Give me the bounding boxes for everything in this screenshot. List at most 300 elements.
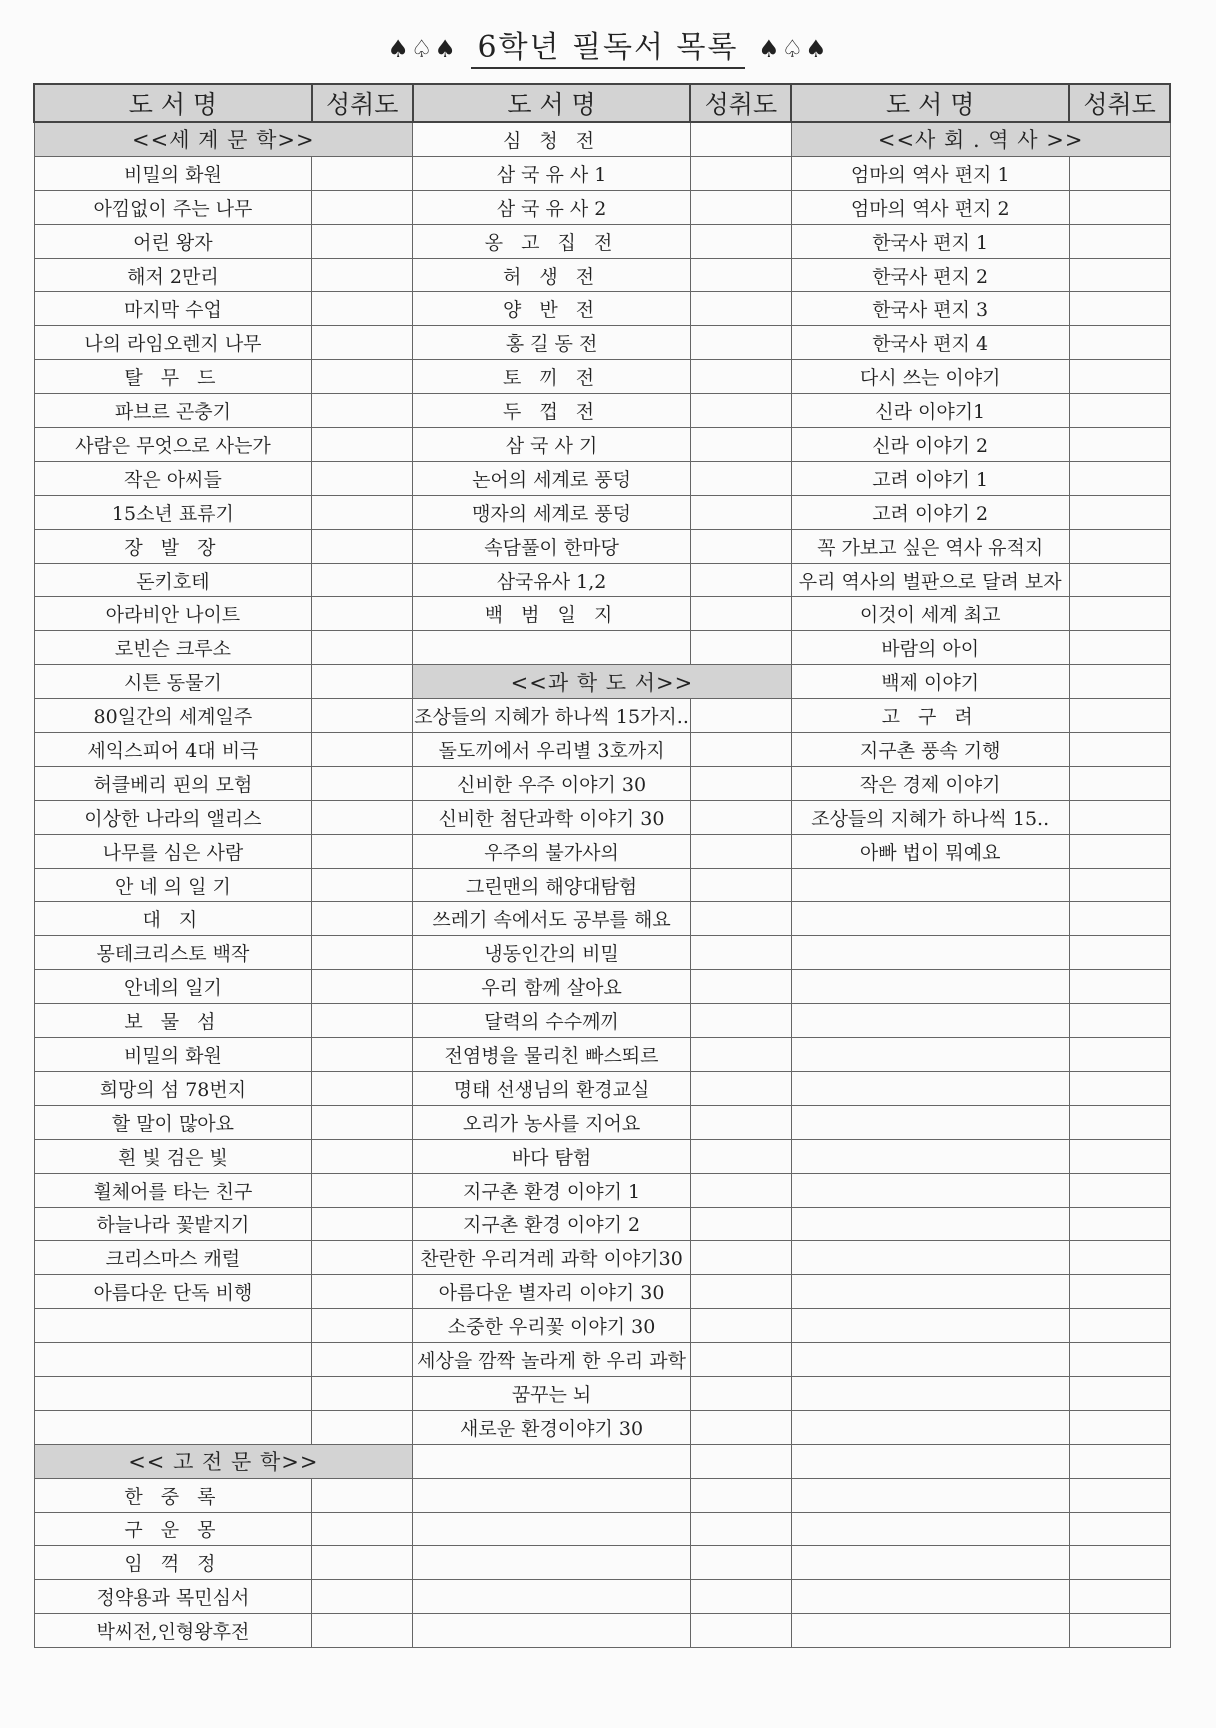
book-title: 아낌없이 주는 나무 xyxy=(34,190,312,224)
achievement-cell[interactable] xyxy=(1069,1139,1170,1173)
table-row xyxy=(34,224,1170,258)
book-title: 백제 이야기 xyxy=(791,665,1069,699)
book-title: 삼국유사 1,2 xyxy=(413,563,691,597)
header-achievement: 성취도 xyxy=(690,84,791,122)
achievement-cell[interactable] xyxy=(312,1343,413,1377)
achievement-cell[interactable] xyxy=(312,1546,413,1580)
achievement-cell[interactable] xyxy=(690,597,791,631)
achievement-cell[interactable] xyxy=(312,190,413,224)
book-title: 달력의 수수께끼 xyxy=(413,1004,691,1038)
achievement-cell[interactable] xyxy=(1069,597,1170,631)
achievement-cell[interactable] xyxy=(1069,461,1170,495)
table-row xyxy=(34,1038,1170,1072)
achievement-cell[interactable] xyxy=(690,970,791,1004)
achievement-cell[interactable] xyxy=(690,902,791,936)
book-title: 고려 이야기 1 xyxy=(791,461,1069,495)
achievement-cell[interactable] xyxy=(690,1207,791,1241)
header-achievement: 성취도 xyxy=(312,84,413,122)
achievement-cell[interactable] xyxy=(1069,766,1170,800)
achievement-cell[interactable] xyxy=(690,224,791,258)
book-title xyxy=(791,1309,1069,1343)
book-title: 백 범 일 지 xyxy=(413,597,691,631)
table-row xyxy=(34,699,1170,733)
book-title: 휠체어를 타는 친구 xyxy=(34,1173,312,1207)
book-title xyxy=(791,1614,1069,1648)
section-header: <<세 계 문 학>> xyxy=(34,122,413,156)
achievement-cell[interactable] xyxy=(312,461,413,495)
achievement-cell[interactable] xyxy=(1069,1444,1170,1478)
achievement-cell[interactable] xyxy=(312,1207,413,1241)
book-title: 80일간의 세계일주 xyxy=(34,699,312,733)
achievement-cell[interactable] xyxy=(312,936,413,970)
achievement-cell[interactable] xyxy=(312,428,413,462)
book-title: 지구촌 환경 이야기 2 xyxy=(413,1207,691,1241)
achievement-cell[interactable] xyxy=(1069,1309,1170,1343)
book-title: 나의 라임오렌지 나무 xyxy=(34,326,312,360)
achievement-cell[interactable] xyxy=(312,1105,413,1139)
achievement-cell[interactable] xyxy=(1069,1275,1170,1309)
page-title xyxy=(0,22,1216,66)
book-title: 한 중 록 xyxy=(34,1478,312,1512)
achievement-cell[interactable] xyxy=(312,1478,413,1512)
header-row xyxy=(34,84,1170,122)
achievement-cell[interactable] xyxy=(690,563,791,597)
book-title: 두 껍 전 xyxy=(413,394,691,428)
book-title xyxy=(791,1275,1069,1309)
achievement-cell[interactable] xyxy=(312,868,413,902)
table-row xyxy=(34,156,1170,190)
achievement-cell[interactable] xyxy=(312,326,413,360)
table-row xyxy=(34,292,1170,326)
book-title: 작은 아씨들 xyxy=(34,461,312,495)
achievement-cell[interactable] xyxy=(1069,902,1170,936)
achievement-cell[interactable] xyxy=(690,1444,791,1478)
table-row xyxy=(34,597,1170,631)
book-title xyxy=(791,1546,1069,1580)
table-row xyxy=(34,1410,1170,1444)
book-title: 로빈슨 크루소 xyxy=(34,631,312,665)
achievement-cell[interactable] xyxy=(1069,1173,1170,1207)
achievement-cell[interactable] xyxy=(312,970,413,1004)
table-row xyxy=(34,1580,1170,1614)
achievement-cell[interactable] xyxy=(690,428,791,462)
book-title: 이것이 세계 최고 xyxy=(791,597,1069,631)
achievement-cell[interactable] xyxy=(690,122,791,156)
book-title: 고 구 려 xyxy=(791,699,1069,733)
table-row xyxy=(34,190,1170,224)
book-title xyxy=(34,1376,312,1410)
book-title: 냉동인간의 비밀 xyxy=(413,936,691,970)
book-title xyxy=(791,1580,1069,1614)
table-row xyxy=(34,665,1170,699)
book-title: 쓰레기 속에서도 공부를 해요 xyxy=(413,902,691,936)
table-row xyxy=(34,868,1170,902)
table-row xyxy=(34,766,1170,800)
book-title xyxy=(791,1173,1069,1207)
achievement-cell[interactable] xyxy=(1069,326,1170,360)
book-title: 한국사 편지 1 xyxy=(791,224,1069,258)
book-title: 작은 경제 이야기 xyxy=(791,766,1069,800)
achievement-cell[interactable] xyxy=(312,1071,413,1105)
book-title xyxy=(413,1512,691,1546)
book-title: 할 말이 많아요 xyxy=(34,1105,312,1139)
achievement-cell[interactable] xyxy=(690,394,791,428)
book-title xyxy=(791,1478,1069,1512)
book-title xyxy=(791,868,1069,902)
table-row xyxy=(34,529,1170,563)
book-title: 안네의 일기 xyxy=(34,970,312,1004)
achievement-cell[interactable] xyxy=(312,394,413,428)
achievement-cell[interactable] xyxy=(1069,1410,1170,1444)
book-title xyxy=(34,1410,312,1444)
achievement-cell[interactable] xyxy=(312,1580,413,1614)
achievement-cell[interactable] xyxy=(1069,970,1170,1004)
book-title: 파브르 곤충기 xyxy=(34,394,312,428)
achievement-cell[interactable] xyxy=(690,1376,791,1410)
book-title: 15소년 표류기 xyxy=(34,495,312,529)
table-row xyxy=(34,1071,1170,1105)
table-row xyxy=(34,1376,1170,1410)
achievement-cell[interactable] xyxy=(312,292,413,326)
achievement-cell[interactable] xyxy=(312,733,413,767)
achievement-cell[interactable] xyxy=(1069,495,1170,529)
achievement-cell[interactable] xyxy=(1069,1478,1170,1512)
book-title: 시튼 동물기 xyxy=(34,665,312,699)
book-title: 오리가 농사를 지어요 xyxy=(413,1105,691,1139)
book-title: 대 지 xyxy=(34,902,312,936)
achievement-cell[interactable] xyxy=(1069,1546,1170,1580)
achievement-cell[interactable] xyxy=(1069,868,1170,902)
achievement-cell[interactable] xyxy=(312,1309,413,1343)
book-title: 바다 탐험 xyxy=(413,1139,691,1173)
achievement-cell[interactable] xyxy=(690,1478,791,1512)
book-title xyxy=(791,1004,1069,1038)
book-title: 임 꺽 정 xyxy=(34,1546,312,1580)
table-row xyxy=(34,563,1170,597)
book-title: 양 반 전 xyxy=(413,292,691,326)
book-title xyxy=(413,1614,691,1648)
book-title xyxy=(791,1071,1069,1105)
book-title: 신비한 우주 이야기 30 xyxy=(413,766,691,800)
achievement-cell[interactable] xyxy=(1069,1580,1170,1614)
book-title: 보 물 섬 xyxy=(34,1004,312,1038)
header-book-name: 도 서 명 xyxy=(413,84,691,122)
book-title: 우리 역사의 벌판으로 달려 보자 xyxy=(791,563,1069,597)
achievement-cell[interactable] xyxy=(690,936,791,970)
table-row xyxy=(34,902,1170,936)
book-title: 삼 국 사 기 xyxy=(413,428,691,462)
spade-icons-left: ♠♤♠ xyxy=(387,35,458,63)
achievement-cell[interactable] xyxy=(1069,1105,1170,1139)
table-row xyxy=(34,970,1170,1004)
book-title: 속담풀이 한마당 xyxy=(413,529,691,563)
achievement-cell[interactable] xyxy=(312,699,413,733)
book-title xyxy=(791,1207,1069,1241)
achievement-cell[interactable] xyxy=(690,1410,791,1444)
achievement-cell[interactable] xyxy=(312,1376,413,1410)
header-book-name: 도 서 명 xyxy=(34,84,312,122)
achievement-cell[interactable] xyxy=(312,665,413,699)
book-title: 아름다운 단독 비행 xyxy=(34,1275,312,1309)
book-title: 돈키호테 xyxy=(34,563,312,597)
table-row xyxy=(34,394,1170,428)
table-row xyxy=(34,1478,1170,1512)
achievement-cell[interactable] xyxy=(1069,1343,1170,1377)
achievement-cell[interactable] xyxy=(312,834,413,868)
table-row xyxy=(34,1343,1170,1377)
book-title: 박씨전,인형왕후전 xyxy=(34,1614,312,1648)
achievement-cell[interactable] xyxy=(312,258,413,292)
book-title xyxy=(791,1444,1069,1478)
achievement-cell[interactable] xyxy=(312,529,413,563)
book-title: 명태 선생님의 환경교실 xyxy=(413,1071,691,1105)
achievement-cell[interactable] xyxy=(1069,800,1170,834)
book-title xyxy=(413,1478,691,1512)
achievement-cell[interactable] xyxy=(690,495,791,529)
achievement-cell[interactable] xyxy=(312,224,413,258)
achievement-cell[interactable] xyxy=(312,360,413,394)
achievement-cell[interactable] xyxy=(312,766,413,800)
achievement-cell[interactable] xyxy=(690,1004,791,1038)
table-row xyxy=(34,733,1170,767)
book-title: 우리 함께 살아요 xyxy=(413,970,691,1004)
table-row xyxy=(34,936,1170,970)
book-title: 세상을 깜짝 놀라게 한 우리 과학 xyxy=(413,1343,691,1377)
achievement-cell[interactable] xyxy=(690,1105,791,1139)
book-title: 홍 길 동 전 xyxy=(413,326,691,360)
achievement-cell[interactable] xyxy=(1069,563,1170,597)
book-title: 희망의 섬 78번지 xyxy=(34,1071,312,1105)
achievement-cell[interactable] xyxy=(1069,936,1170,970)
table-row xyxy=(34,1004,1170,1038)
achievement-cell[interactable] xyxy=(690,733,791,767)
achievement-cell[interactable] xyxy=(312,1512,413,1546)
achievement-cell[interactable] xyxy=(690,461,791,495)
achievement-cell[interactable] xyxy=(1069,156,1170,190)
table-row xyxy=(34,1139,1170,1173)
book-title xyxy=(413,1580,691,1614)
book-title xyxy=(791,902,1069,936)
achievement-cell[interactable] xyxy=(312,1275,413,1309)
achievement-cell[interactable] xyxy=(690,1512,791,1546)
table-row xyxy=(34,1546,1170,1580)
achievement-cell[interactable] xyxy=(690,868,791,902)
book-title: 아빠 법이 뭐예요 xyxy=(791,834,1069,868)
book-title: 고려 이야기 2 xyxy=(791,495,1069,529)
book-title: 새로운 환경이야기 30 xyxy=(413,1410,691,1444)
achievement-cell[interactable] xyxy=(312,563,413,597)
book-title: 몽테크리스토 백작 xyxy=(34,936,312,970)
section-header: <<과 학 도 서>> xyxy=(413,665,792,699)
book-title: 한국사 편지 3 xyxy=(791,292,1069,326)
achievement-cell[interactable] xyxy=(690,800,791,834)
book-title xyxy=(413,631,691,665)
book-title: 지구촌 환경 이야기 1 xyxy=(413,1173,691,1207)
table-row xyxy=(34,258,1170,292)
achievement-cell[interactable] xyxy=(690,766,791,800)
book-title xyxy=(791,936,1069,970)
achievement-cell[interactable] xyxy=(312,902,413,936)
book-title xyxy=(34,1309,312,1343)
achievement-cell[interactable] xyxy=(690,360,791,394)
table-row xyxy=(34,360,1170,394)
book-title: 지구촌 풍속 기행 xyxy=(791,733,1069,767)
book-title: 해저 2만리 xyxy=(34,258,312,292)
achievement-cell[interactable] xyxy=(690,1038,791,1072)
achievement-cell[interactable] xyxy=(312,495,413,529)
achievement-cell[interactable] xyxy=(312,1241,413,1275)
book-title: 조상들의 지혜가 하나씩 15.. xyxy=(791,800,1069,834)
book-title: 꼭 가보고 싶은 역사 유적지 xyxy=(791,529,1069,563)
achievement-cell[interactable] xyxy=(312,631,413,665)
achievement-cell[interactable] xyxy=(690,1241,791,1275)
book-title: 심 청 전 xyxy=(413,122,691,156)
achievement-cell[interactable] xyxy=(690,1546,791,1580)
achievement-cell[interactable] xyxy=(690,631,791,665)
achievement-cell[interactable] xyxy=(1069,1614,1170,1648)
book-list-table xyxy=(33,83,1171,1648)
achievement-cell[interactable] xyxy=(1069,1071,1170,1105)
achievement-cell[interactable] xyxy=(312,1614,413,1648)
table-row xyxy=(34,1512,1170,1546)
book-title xyxy=(791,1343,1069,1377)
table-row xyxy=(34,631,1170,665)
achievement-cell[interactable] xyxy=(1069,631,1170,665)
achievement-cell[interactable] xyxy=(1069,1376,1170,1410)
achievement-cell[interactable] xyxy=(690,834,791,868)
achievement-cell[interactable] xyxy=(1069,529,1170,563)
book-title: 정약용과 목민심서 xyxy=(34,1580,312,1614)
achievement-cell[interactable] xyxy=(690,1614,791,1648)
achievement-cell[interactable] xyxy=(690,1275,791,1309)
table-row xyxy=(34,1173,1170,1207)
book-title: 소중한 우리꽃 이야기 30 xyxy=(413,1309,691,1343)
table-row xyxy=(34,1309,1170,1343)
book-title: 신라 이야기 2 xyxy=(791,428,1069,462)
book-title xyxy=(791,1241,1069,1275)
section-header: <<사 회 . 역 사 >> xyxy=(791,122,1170,156)
achievement-cell[interactable] xyxy=(690,529,791,563)
book-title: 크리스마스 캐럴 xyxy=(34,1241,312,1275)
book-title: 전염병을 물리친 빠스뙤르 xyxy=(413,1038,691,1072)
achievement-cell[interactable] xyxy=(690,1309,791,1343)
book-title: 비밀의 화원 xyxy=(34,1038,312,1072)
table-row xyxy=(34,428,1170,462)
book-title: 맹자의 세계로 풍덩 xyxy=(413,495,691,529)
achievement-cell[interactable] xyxy=(690,292,791,326)
book-title: 신비한 첨단과학 이야기 30 xyxy=(413,800,691,834)
achievement-cell[interactable] xyxy=(1069,428,1170,462)
book-title xyxy=(791,970,1069,1004)
achievement-cell[interactable] xyxy=(312,1139,413,1173)
book-title xyxy=(791,1139,1069,1173)
table-row xyxy=(34,495,1170,529)
book-title: 마지막 수업 xyxy=(34,292,312,326)
book-title xyxy=(413,1546,691,1580)
achievement-cell[interactable] xyxy=(312,1410,413,1444)
achievement-cell[interactable] xyxy=(312,1004,413,1038)
achievement-cell[interactable] xyxy=(312,156,413,190)
book-title: 꿈꾸는 뇌 xyxy=(413,1376,691,1410)
title-text: 6학년 필독서 목록 xyxy=(471,30,744,69)
book-title: 조상들의 지혜가 하나씩 15가지.. xyxy=(413,699,691,733)
book-title: 논어의 세계로 풍덩 xyxy=(413,461,691,495)
achievement-cell[interactable] xyxy=(1069,292,1170,326)
book-title: 우주의 불가사의 xyxy=(413,834,691,868)
achievement-cell[interactable] xyxy=(312,1173,413,1207)
achievement-cell[interactable] xyxy=(1069,394,1170,428)
achievement-cell[interactable] xyxy=(690,156,791,190)
achievement-cell[interactable] xyxy=(690,258,791,292)
table-row xyxy=(34,1275,1170,1309)
achievement-cell[interactable] xyxy=(1069,699,1170,733)
book-title xyxy=(413,1444,691,1478)
book-title: 나무를 심은 사람 xyxy=(34,834,312,868)
book-title: 토 끼 전 xyxy=(413,360,691,394)
header-book-name: 도 서 명 xyxy=(791,84,1069,122)
achievement-cell[interactable] xyxy=(1069,258,1170,292)
achievement-cell[interactable] xyxy=(1069,224,1170,258)
achievement-cell[interactable] xyxy=(1069,360,1170,394)
book-title: 하늘나라 꽃밭지기 xyxy=(34,1207,312,1241)
book-title: 세익스피어 4대 비극 xyxy=(34,733,312,767)
achievement-cell[interactable] xyxy=(1069,190,1170,224)
achievement-cell[interactable] xyxy=(312,800,413,834)
book-title xyxy=(791,1512,1069,1546)
achievement-cell[interactable] xyxy=(690,326,791,360)
book-title: 안 네 의 일 기 xyxy=(34,868,312,902)
achievement-cell[interactable] xyxy=(690,699,791,733)
book-title: 아라비안 나이트 xyxy=(34,597,312,631)
book-title: 그린맨의 해양대탐험 xyxy=(413,868,691,902)
achievement-cell[interactable] xyxy=(1069,1241,1170,1275)
table-row xyxy=(34,1105,1170,1139)
achievement-cell[interactable] xyxy=(1069,733,1170,767)
book-title: 바람의 아이 xyxy=(791,631,1069,665)
table-row xyxy=(34,326,1170,360)
achievement-cell[interactable] xyxy=(1069,665,1170,699)
book-title: 한국사 편지 2 xyxy=(791,258,1069,292)
achievement-cell[interactable] xyxy=(1069,1004,1170,1038)
book-title xyxy=(34,1343,312,1377)
book-title: 어린 왕자 xyxy=(34,224,312,258)
book-title: 한국사 편지 4 xyxy=(791,326,1069,360)
book-title: 다시 쓰는 이야기 xyxy=(791,360,1069,394)
book-title: 허 생 전 xyxy=(413,258,691,292)
header-achievement: 성취도 xyxy=(1069,84,1170,122)
book-title: 찬란한 우리겨레 과학 이야기30 xyxy=(413,1241,691,1275)
achievement-cell[interactable] xyxy=(690,1580,791,1614)
achievement-cell[interactable] xyxy=(1069,834,1170,868)
book-title: 탈 무 드 xyxy=(34,360,312,394)
achievement-cell[interactable] xyxy=(690,190,791,224)
achievement-cell[interactable] xyxy=(690,1071,791,1105)
book-title: 장 발 장 xyxy=(34,529,312,563)
table-row xyxy=(34,1241,1170,1275)
achievement-cell[interactable] xyxy=(1069,1512,1170,1546)
achievement-cell[interactable] xyxy=(690,1173,791,1207)
book-title xyxy=(791,1410,1069,1444)
achievement-cell[interactable] xyxy=(312,597,413,631)
achievement-cell[interactable] xyxy=(1069,1207,1170,1241)
achievement-cell[interactable] xyxy=(1069,1038,1170,1072)
book-title: 구 운 몽 xyxy=(34,1512,312,1546)
book-title: 엄마의 역사 편지 2 xyxy=(791,190,1069,224)
table-row xyxy=(34,1207,1170,1241)
achievement-cell[interactable] xyxy=(690,1343,791,1377)
achievement-cell[interactable] xyxy=(312,1038,413,1072)
achievement-cell[interactable] xyxy=(690,1139,791,1173)
